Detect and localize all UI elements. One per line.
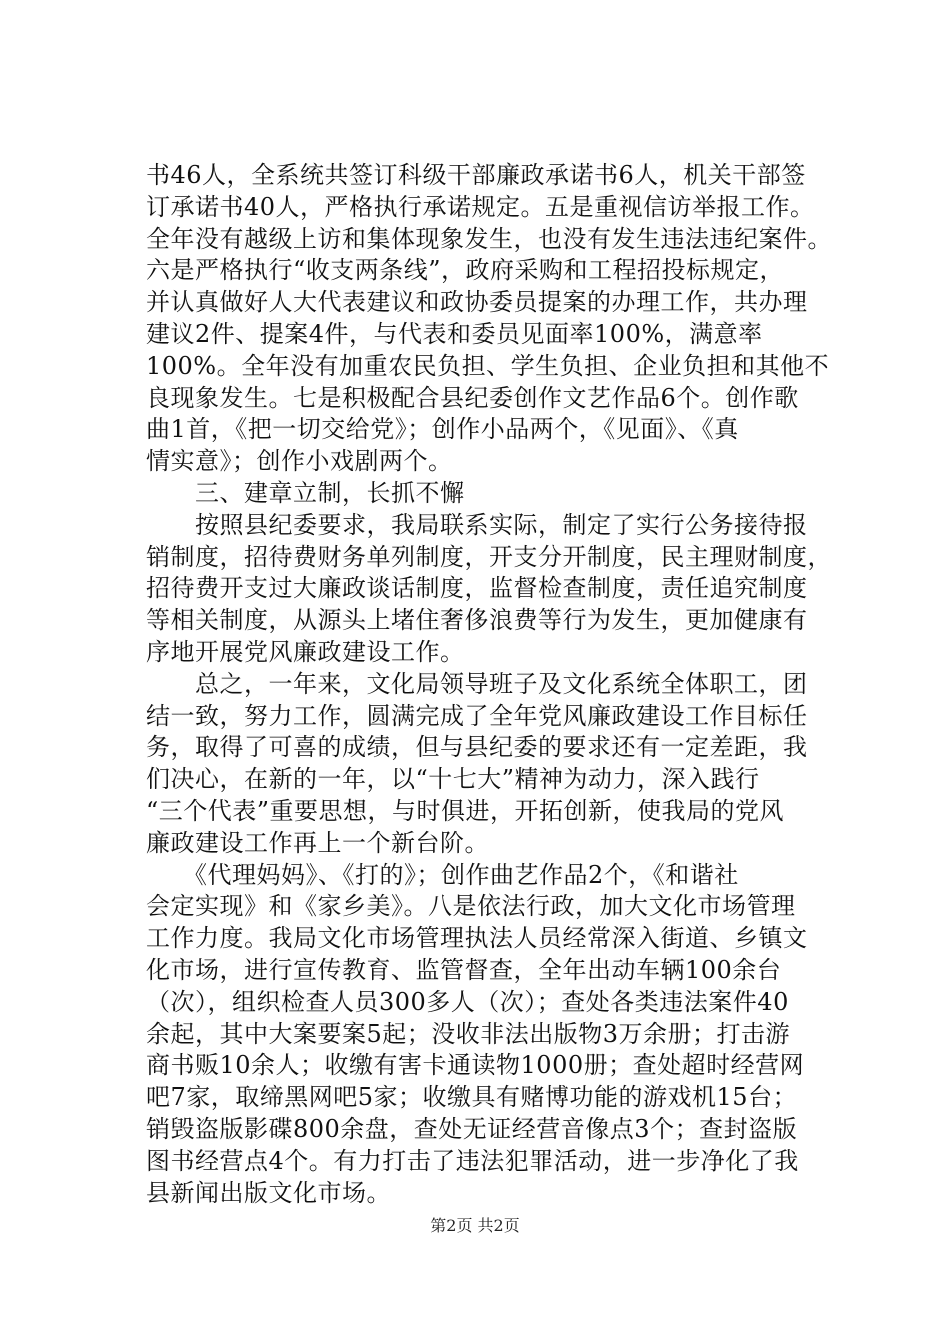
text-line: 等相关制度，从源头上堵住奢侈浪费等行为发生，更加健康有 — [146, 606, 808, 635]
text-line: （次），组织检查人员300多人（次）；查处各类违法案件40 — [146, 987, 789, 1016]
text-line: 销制度，招待费财务单列制度，开支分开制度，民主理财制度， — [146, 542, 832, 571]
text-line: 全年没有越级上访和集体现象发生，也没有发生违法违纪案件。 — [146, 224, 832, 253]
text-line: 图书经营点4个。有力打击了违法犯罪活动，进一步净化了我 — [146, 1146, 799, 1175]
document-body — [146, 160, 836, 1209]
section-heading: 三、建章立制，长抓不懈 — [146, 478, 465, 507]
text-line: 总之，一年来，文化局领导班子及文化系统全体职工，团 — [146, 669, 808, 698]
text-line: 会定实现》和《家乡美》。八是依法行政，加大文化市场管理 — [146, 892, 796, 921]
text-line: 廉政建设工作再上一个新台阶。 — [146, 828, 489, 857]
text-line: 书46人，全系统共签订科级干部廉政承诺书6人，机关干部签 — [146, 161, 806, 189]
page-footer: 第2页 共2页 — [430, 1216, 520, 1235]
text-line: 工作力度。我局文化市场管理执法人员经常深入街道、乡镇文 — [146, 924, 808, 953]
text-line: “三个代表”重要思想，与时俱进，开拓创新，使我局的党风 — [146, 796, 785, 825]
text-line: 销毁盗版影碟800余盘，查处无证经营音像点3个；查封盗版 — [146, 1114, 798, 1143]
text-line: 商书贩10余人；收缴有害卡通读物1000册；查处超时经营网 — [146, 1051, 805, 1080]
text-line: 结一致，努力工作，圆满完成了全年党风廉政建设工作目标任 — [146, 701, 808, 730]
text-line: 余起，其中大案要案5起；没收非法出版物3万余册；打击游 — [146, 1019, 791, 1048]
text-line: 并认真做好人大代表建议和政协委员提案的办理工作，共办理 — [146, 288, 808, 317]
text-line: 序地开展党风廉政建设工作。 — [146, 637, 465, 666]
text-line: 们决心，在新的一年，以“十七大”精神为动力，深入践行 — [146, 765, 760, 794]
text-line: 曲1首，《把一切交给党》；创作小品两个，《见面》、《真 — [146, 415, 739, 444]
text-line: 招待费开支过大廉政谈话制度，监督检查制度，责任追究制度 — [146, 574, 808, 603]
text-line: 化市场，进行宣传教育、监管督查，全年出动车辆100余台 — [146, 955, 782, 984]
text-line: 情实意》；创作小戏剧两个。 — [146, 447, 453, 476]
text-line: 六是严格执行“收支两条线”，政府采购和工程招投标规定， — [146, 256, 785, 285]
text-line: 《代理妈妈》、《打的》；创作曲艺作品2个，《和谐社 — [146, 860, 739, 889]
text-line: 吧7家，取缔黑网吧5家；收缴具有赌博功能的游戏机15台； — [146, 1083, 798, 1112]
text-line: 订承诺书40人，严格执行承诺规定。五是重视信访举报工作。 — [146, 192, 815, 221]
text-line: 建议2件、提案4件，与代表和委员见面率100%，满意率 — [146, 319, 763, 348]
text-line: 县新闻出版文化市场。 — [146, 1178, 391, 1207]
text-line: 良现象发生。七是积极配合县纪委创作文艺作品6个。创作歌 — [146, 383, 799, 412]
text-line: 100%。全年没有加重农民负担、学生负担、企业负担和其他不 — [146, 351, 830, 380]
text-line: 按照县纪委要求，我局联系实际，制定了实行公务接待报 — [146, 510, 808, 539]
text-line: 务，取得了可喜的成绩，但与县纪委的要求还有一定差距，我 — [146, 733, 808, 762]
